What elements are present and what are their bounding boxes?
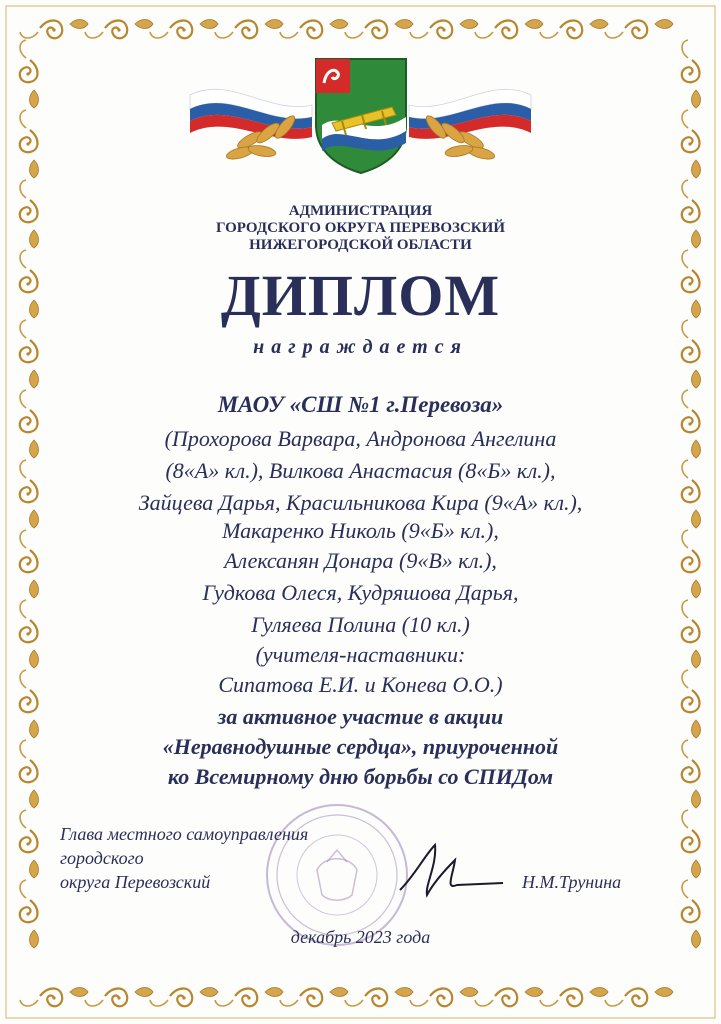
handwritten-signature-icon	[395, 835, 505, 905]
issuer-line-2: ГОРОДСКОГО ОКРУГА ПЕРЕВОЗСКИЙ	[215, 220, 506, 236]
recipient-names-line: (8«А» кл.), Вилкова Анастасия (8«Б» кл.),	[165, 458, 556, 483]
signatory-title-line: городского	[60, 848, 144, 868]
header-emblem-group	[180, 55, 541, 195]
signatory-title-line: Глава местного самоуправления	[60, 824, 309, 844]
recipient-names-line: Зайцева Дарья, Красильникова Кира (9«А» кл.),	[138, 490, 583, 515]
issuer-line-1: АДМИНИСТРАЦИЯ	[288, 203, 433, 219]
recipient-names-line: Макаренко Николь (9«Б» кл.),	[222, 518, 499, 543]
awarded-caption: награждается	[253, 336, 468, 358]
award-reason-line: ко Всемирному дню борьбы со СПИДом	[167, 764, 554, 789]
recipient-names-line: (учителя-наставники:	[255, 642, 466, 667]
recipient-names-line: Алексанян Донара (9«В» кл.),	[224, 548, 497, 573]
issue-date: декабрь 2023 года	[290, 927, 431, 947]
issuer-line-3: НИЖЕГОРОДСКОЙ ОБЛАСТИ	[249, 237, 472, 253]
signatory-title-line: округа Перевозский	[60, 872, 211, 892]
signatory-name: Н.М.Трунина	[522, 872, 622, 892]
award-reason-line: «Неравнодушные сердца», приуроченной	[162, 734, 559, 759]
recipient-names-line: Сипатова Е.И. и Конева О.О.)	[218, 672, 503, 697]
award-reason-line: за активное участие в акции	[217, 704, 504, 729]
recipient-names-line: (Прохорова Варвара, Андронова Ангелина	[164, 426, 557, 451]
document-title: ДИПЛОМ	[220, 263, 501, 328]
coat-of-arms-icon	[312, 55, 410, 175]
recipient-names-line: Гуляева Полина (10 кл.)	[251, 612, 470, 637]
recipient-school: МАОУ «СШ №1 г.Перевоза»	[217, 392, 504, 417]
recipient-names-line: Гудкова Олеся, Кудряшова Дарья,	[202, 580, 519, 605]
